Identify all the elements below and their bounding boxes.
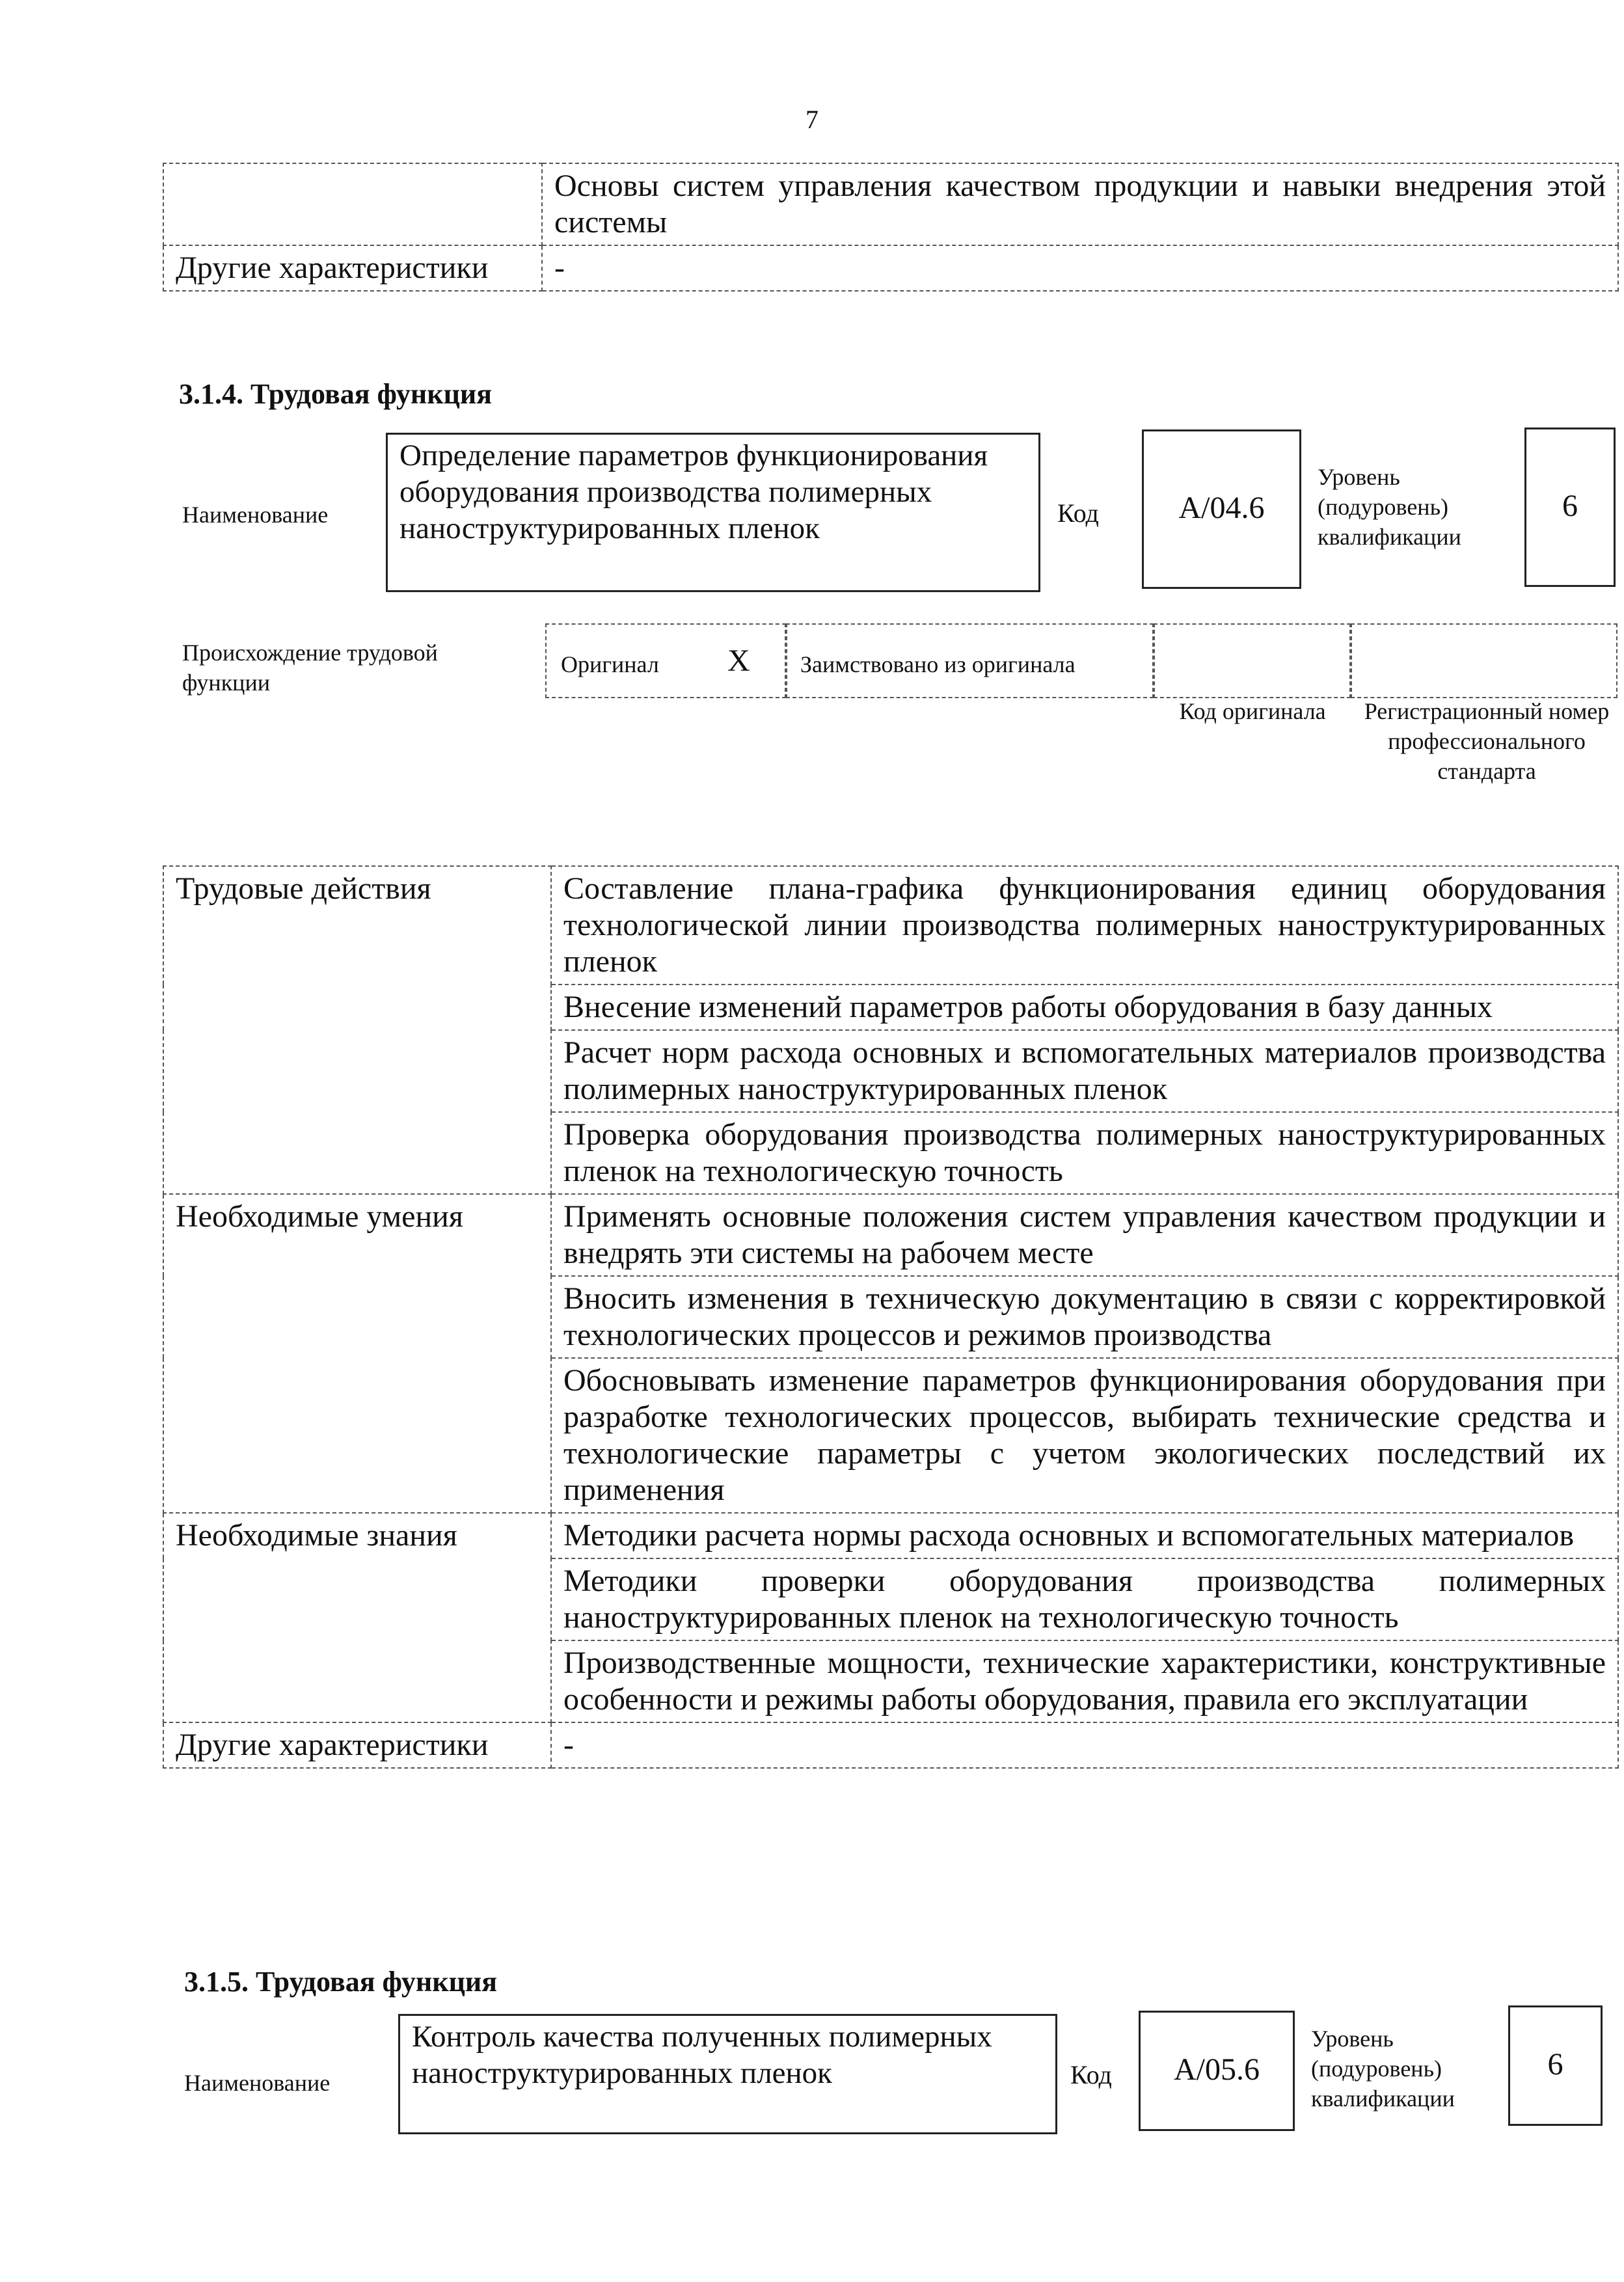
original-mark: X bbox=[727, 644, 750, 678]
row-label: Необходимые умения bbox=[163, 1194, 551, 1513]
code-label-314: Код bbox=[1057, 498, 1099, 528]
reg-number-label: Регистрационный номер профессионального стандарта bbox=[1364, 698, 1610, 784]
level-label-314: Уровень (подуровень) квалификации bbox=[1318, 464, 1461, 550]
level-box-314 bbox=[1524, 428, 1616, 587]
level-value-315: 6 bbox=[1547, 2047, 1563, 2082]
table-row bbox=[163, 1194, 1618, 1276]
row-item: - bbox=[551, 1722, 1618, 1768]
name-box-314 bbox=[386, 433, 1040, 592]
origin-label-314: Происхождение трудовой функции bbox=[182, 640, 438, 696]
row-label: Необходимые знания bbox=[163, 1513, 551, 1722]
row-label bbox=[163, 163, 542, 245]
row-item: Составление плана-графика функционирования единиц оборудования технологической линии производства полимерных наноструктурированных пленок bbox=[551, 866, 1618, 985]
code-original-cell bbox=[1154, 623, 1351, 698]
level-value-314: 6 bbox=[1562, 489, 1578, 523]
row-item: Обосновывать изменение параметров функционирования оборудования при разработке технологических процессов, выбирать технические средства и технологические параметры с учетом экологических последствий их применения bbox=[551, 1358, 1618, 1513]
row-item: - bbox=[542, 245, 1618, 291]
row-item: Методики расчета нормы расхода основных и вспомогательных материалов bbox=[551, 1513, 1618, 1558]
row-item: Внесение изменений параметров работы оборудования в базу данных bbox=[551, 985, 1618, 1030]
reg-number-cell bbox=[1351, 623, 1617, 698]
table-row bbox=[163, 1513, 1618, 1558]
name-label-314: Наименование bbox=[182, 502, 329, 528]
row-item: Основы систем управления качеством продукции и навыки внедрения этой системы bbox=[542, 163, 1618, 245]
name-value-315: Контроль качества полученных полимерных наноструктурированных пленок bbox=[412, 2020, 992, 2090]
code-label-315: Код bbox=[1070, 2060, 1112, 2089]
name-label-315: Наименование bbox=[184, 2070, 331, 2096]
table-row bbox=[163, 163, 1618, 245]
level-box-315 bbox=[1508, 2005, 1603, 2126]
section-title-315: 3.1.5. Трудовая функция bbox=[184, 1966, 498, 1998]
row-item: Расчет норм расхода основных и вспомогательных материалов производства полимерных наноструктурированных пленок bbox=[551, 1030, 1618, 1112]
original-cell bbox=[545, 623, 786, 698]
name-box-315 bbox=[398, 2014, 1057, 2134]
row-label: Другие характеристики bbox=[163, 1722, 551, 1768]
table-row bbox=[163, 1722, 1618, 1768]
row-item: Методики проверки оборудования производства полимерных наноструктурированных пленок на технологическую точность bbox=[551, 1558, 1618, 1640]
borrowed-label: Заимствовано из оригинала bbox=[800, 651, 1076, 677]
table-row bbox=[163, 245, 1618, 291]
section-title-314: 3.1.4. Трудовая функция bbox=[179, 378, 493, 410]
original-label: Оригинал bbox=[561, 651, 659, 677]
labor-function-characteristics-table bbox=[163, 865, 1619, 1769]
code-box-314 bbox=[1142, 429, 1301, 589]
code-value-314: A/04.6 bbox=[1178, 491, 1265, 525]
name-value-314: Определение параметров функционирования оборудования производства полимерных наноструктурированных пленок bbox=[399, 439, 988, 545]
code-value-315: A/05.6 bbox=[1174, 2052, 1260, 2087]
row-item: Проверка оборудования производства полимерных наноструктурированных пленок на технологическую точность bbox=[551, 1112, 1618, 1194]
row-item: Применять основные положения систем управления качеством продукции и внедрять эти системы на рабочем месте bbox=[551, 1194, 1618, 1276]
code-original-label: Код оригинала bbox=[1179, 698, 1326, 724]
row-label: Другие характеристики bbox=[163, 245, 542, 291]
row-item: Производственные мощности, технические характеристики, конструктивные особенности и режимы работы оборудования, правила его эксплуатации bbox=[551, 1640, 1618, 1722]
table-row bbox=[163, 866, 1618, 985]
row-label: Трудовые действия bbox=[163, 866, 551, 1194]
code-box-315 bbox=[1139, 2011, 1295, 2131]
top-characteristics-table bbox=[163, 163, 1619, 292]
level-label-315: Уровень (подуровень) квалификации bbox=[1311, 2026, 1455, 2112]
page-number: 7 bbox=[805, 105, 819, 134]
borrowed-cell bbox=[786, 623, 1154, 698]
row-item: Вносить изменения в техническую документацию в связи с корректировкой технологических процессов и режимов производства bbox=[551, 1276, 1618, 1358]
